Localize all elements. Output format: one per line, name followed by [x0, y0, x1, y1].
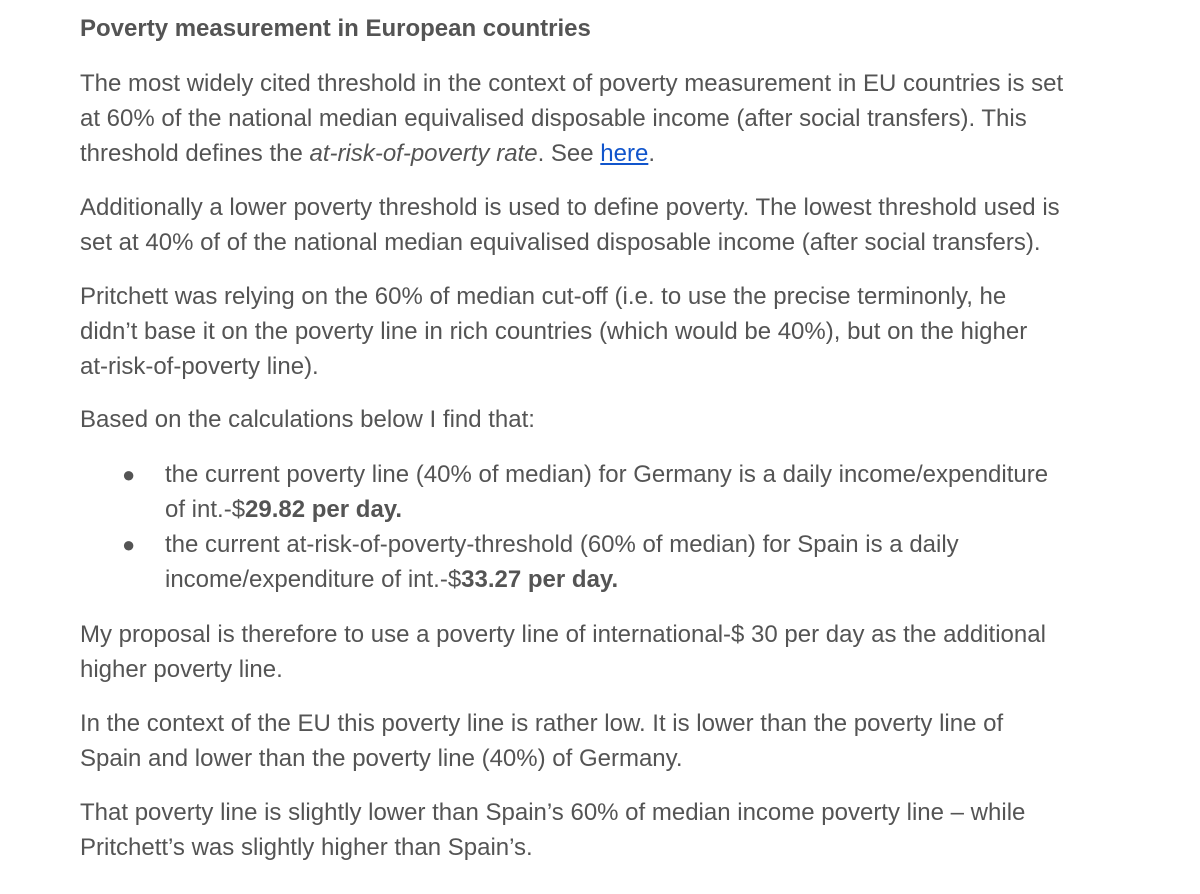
- paragraph-line: In the context of the EU this poverty line is rather low. It is lower than the poverty line of: [80, 710, 1004, 737]
- text-run: . See: [537, 140, 601, 167]
- list-item-line: [165, 492, 1048, 527]
- paragraph-line: Based on the calculations below I find that:: [80, 406, 535, 433]
- paragraph-eu-context: [80, 706, 1003, 776]
- paragraph-intro-findings: [80, 402, 535, 437]
- paragraph-line: higher poverty line.: [80, 656, 283, 683]
- paragraph-line: The most widely cited threshold in the context of poverty measurement in EU countries is set: [80, 70, 1064, 97]
- paragraph-proposal: [80, 617, 1046, 687]
- here-link[interactable]: here: [600, 140, 649, 167]
- bullet-icon: ●: [122, 462, 136, 487]
- text-run: threshold defines the: [80, 140, 310, 167]
- paragraph-threshold: [80, 66, 1063, 171]
- paragraph-line: That poverty line is slightly lower than Spain’s 60% of median income poverty line – while: [80, 799, 1026, 826]
- emphasis-term: at-risk-of-poverty rate: [309, 140, 538, 167]
- text-run: income/expenditure of int.-$: [165, 566, 462, 593]
- paragraph-lower-threshold: [80, 190, 1060, 260]
- paragraph-line: Pritchett was relying on the 60% of median cut-off (i.e. to use the precise terminonly, he: [80, 283, 1007, 310]
- paragraph-comparison: [80, 795, 1025, 865]
- list-item-text: [165, 457, 1048, 527]
- paragraph-line: Spain and lower than the poverty line (40%) of Germany.: [80, 745, 683, 772]
- paragraph-line: [80, 136, 1063, 171]
- bullet-icon: ●: [122, 532, 136, 557]
- paragraph-line: My proposal is therefore to use a poverty line of international-$ 30 per day as the additional: [80, 621, 1046, 648]
- text-run: .: [648, 140, 655, 167]
- paragraph-line: didn’t base it on the poverty line in rich countries (which would be 40%), but on the higher: [80, 318, 1028, 345]
- bold-value: 33.27 per day.: [461, 566, 619, 593]
- paragraph-line: Pritchett’s was slightly higher than Spain’s.: [80, 834, 533, 861]
- paragraph-pritchett: [80, 279, 1027, 384]
- list-item-line: the current poverty line (40% of median) for Germany is a daily income/expenditure: [165, 461, 1049, 488]
- paragraph-line: at 60% of the national median equivalised disposable income (after social transfers). This: [80, 105, 1027, 132]
- bold-value: 29.82 per day.: [245, 496, 403, 523]
- list-item-text: [165, 527, 959, 597]
- paragraph-line: set at 40% of of the national median equivalised disposable income (after social transfers).: [80, 229, 1041, 256]
- section-heading: Poverty measurement in European countries: [80, 15, 591, 42]
- text-run: of int.-$: [165, 496, 246, 523]
- paragraph-line: at-risk-of-poverty line).: [80, 353, 319, 380]
- list-item-line: [165, 562, 959, 597]
- list-item-line: the current at-risk-of-poverty-threshold (60% of median) for Spain is a daily: [165, 531, 959, 558]
- paragraph-line: Additionally a lower poverty threshold is used to define poverty. The lowest threshold used is: [80, 194, 1060, 221]
